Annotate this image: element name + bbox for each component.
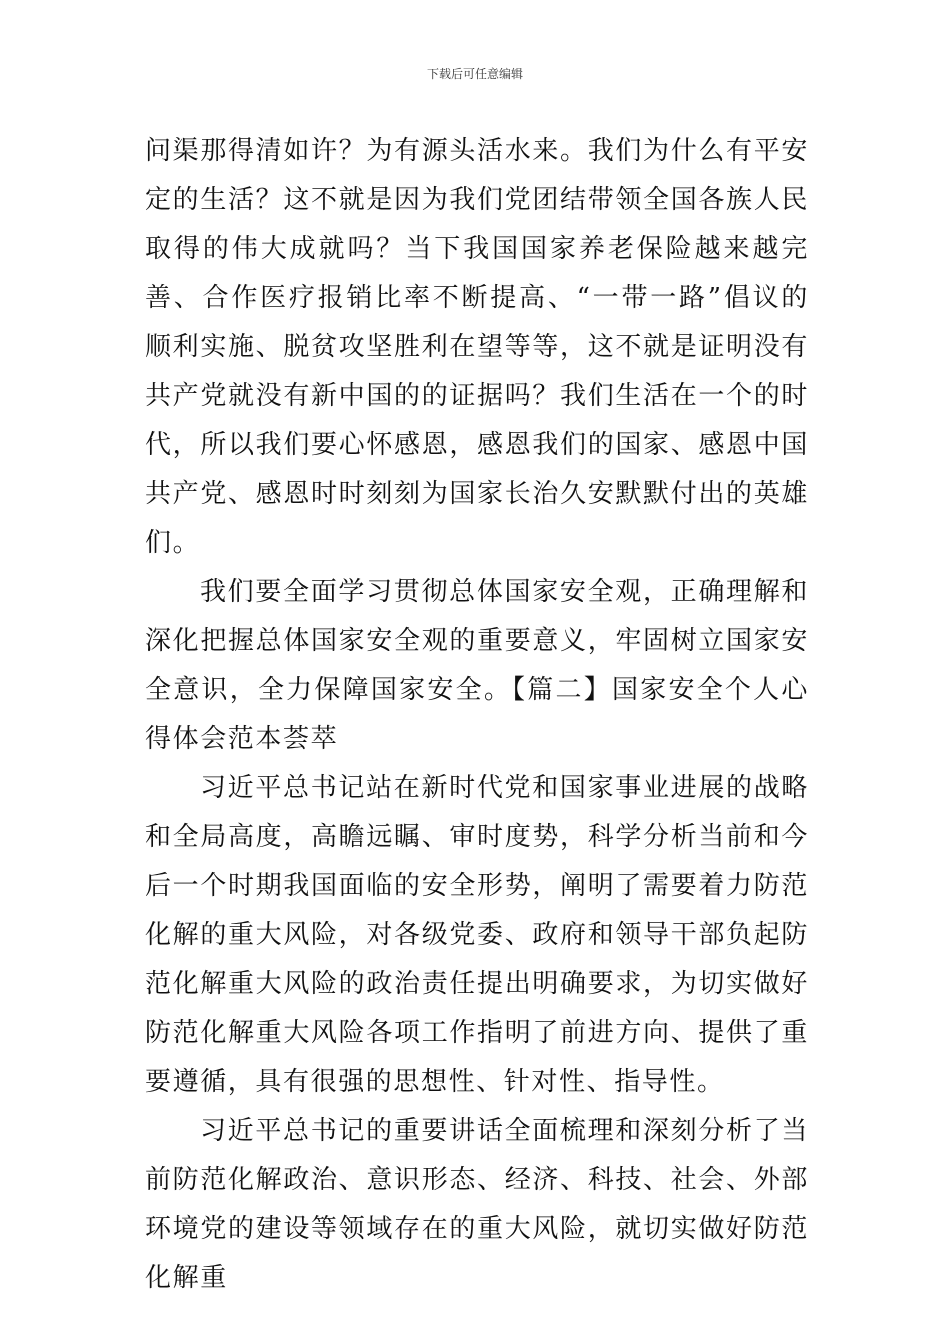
paragraph-3: 习近平总书记站在新时代党和国家事业进展的战略和全局高度，高瞻远瞩、审时度势，科学分析当前和今后一个时期我国面临的安全形势，阐明了需要着力防范化解的重大风险，对各级党委、政府和领导干部负起防范化解重大风险的政治责任提出明确要求，为切实做好防范化解重大风险各项工作指明了前进方向、提供了重要遵循，具有很强的思想性、针对性、指导性。 (145, 773, 809, 1097)
paragraph-1: 问渠那得清如许？为有源头活水来。我们为什么有平安定的生活？这不就是因为我们党团结带领全国各族人民取得的伟大成就吗？当下我国国家养老保险越来越完善、合作医疗报销比率不断提高、“一带一路”倡议的顺利实施、脱贫攻坚胜利在望等等，这不就是证明没有共产党就没有新中国的的证据吗？我们生活在一个的时代，所以我们要心怀感恩，感恩我们的国家、感恩中国共产党、感恩时时刻刻为国家长治久安默默付出的英雄们。 (145, 136, 809, 558)
page-header: 下载后可任意编辑 (426, 67, 523, 81)
paragraph-2: 我们要全面学习贯彻总体国家安全观，正确理解和深化把握总体国家安全观的重要意义，牢固树立国家安全意识，全力保障国家安全。【篇二】国家安全个人心得体会范本荟萃 (145, 577, 809, 754)
document-body (145, 127, 809, 1303)
paragraph-4: 习近平总书记的重要讲话全面梳理和深刻分析了当前防范化解政治、意识形态、经济、科技、社会、外部环境党的建设等领域存在的重大风险，就切实做好防范化解重 (145, 1116, 809, 1293)
